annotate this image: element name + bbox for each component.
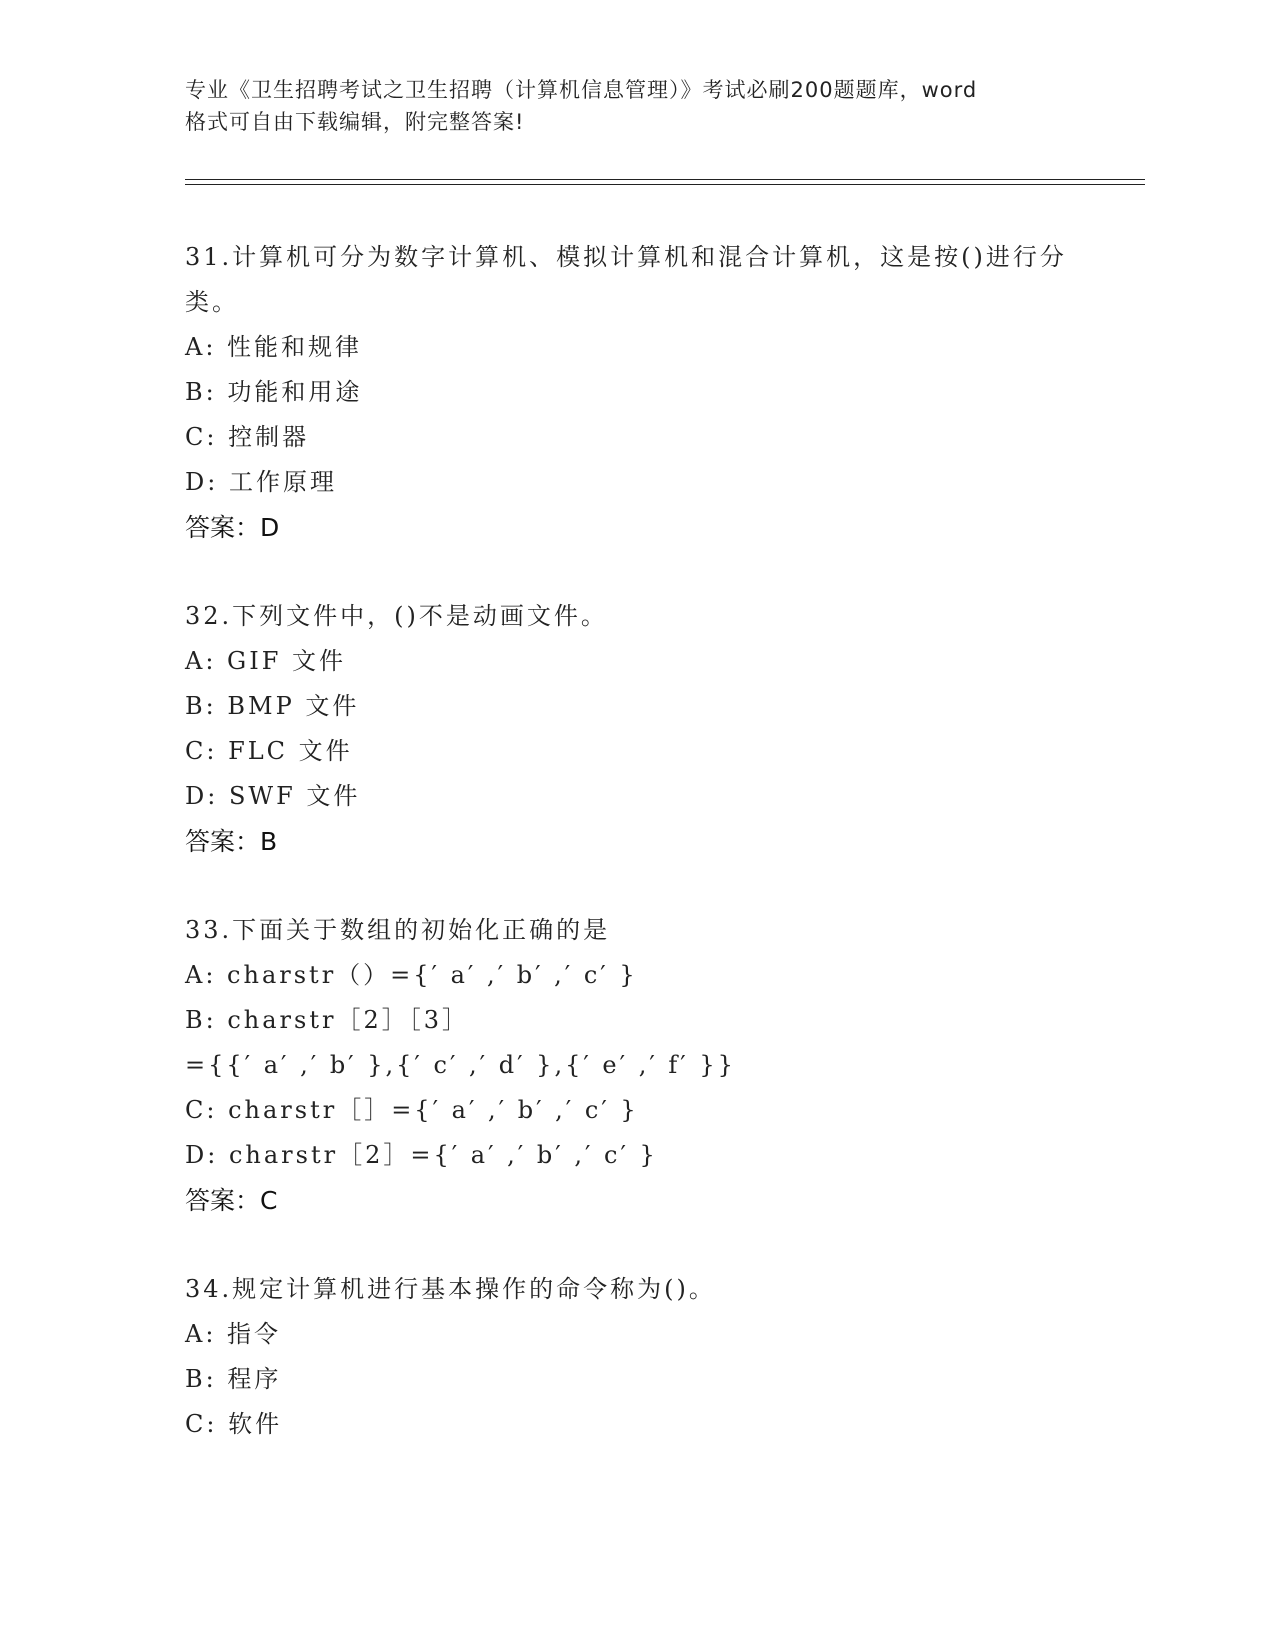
option-b: B: 程序	[185, 1365, 282, 1393]
header-divider-bottom	[185, 184, 1145, 185]
answer-label: 答案：D	[185, 513, 280, 542]
question-31	[185, 235, 1085, 550]
option-b: B: 功能和用途	[185, 378, 363, 406]
answer-label: 答案：C	[185, 1186, 278, 1215]
option-c: C: 软件	[185, 1410, 283, 1438]
option-b-continued: ={{′ a′ ,′ b′ },{′ c′ ,′ d′ },{′ e′ ,′ f′ }}	[185, 1051, 736, 1079]
document-header	[185, 74, 1105, 138]
option-d: D: SWF 文件	[185, 782, 361, 810]
header-divider-top	[185, 179, 1145, 180]
option-a: A: GIF 文件	[185, 647, 346, 675]
option-a: A: 性能和规律	[185, 333, 363, 361]
question-34	[185, 1267, 1085, 1447]
question-stem: 31.计算机可分为数字计算机、模拟计算机和混合计算机，这是按()进行分类。	[185, 243, 1067, 316]
option-c: C: FLC 文件	[185, 737, 353, 765]
question-stem: 32.下列文件中，()不是动画文件。	[185, 602, 608, 630]
option-d: D: 工作原理	[185, 468, 337, 496]
question-stem: 33.下面关于数组的初始化正确的是	[185, 916, 611, 944]
option-d: D: charstr［2］={′ a′ ,′ b′ ,′ c′ }	[185, 1141, 658, 1169]
question-stem: 34.规定计算机进行基本操作的命令称为()。	[185, 1275, 716, 1303]
header-line-2: 格式可自由下载编辑，附完整答案!	[185, 110, 525, 134]
option-b: B: charstr［2］［3］	[185, 1006, 470, 1034]
option-c: C: charstr［］={′ a′ ,′ b′ ,′ c′ }	[185, 1096, 639, 1124]
option-a: A: 指令	[185, 1320, 282, 1348]
question-33	[185, 908, 1085, 1223]
option-b: B: BMP 文件	[185, 692, 360, 720]
question-32	[185, 594, 1085, 864]
answer-label: 答案：B	[185, 827, 278, 856]
option-c: C: 控制器	[185, 423, 310, 451]
option-a: A: charstr（）={′ a′ ,′ b′ ,′ c′ }	[185, 961, 638, 989]
header-line-1: 专业《卫生招聘考试之卫生招聘（计算机信息管理）》考试必刷200题题库，word	[185, 78, 978, 102]
question-list	[185, 235, 1085, 1491]
